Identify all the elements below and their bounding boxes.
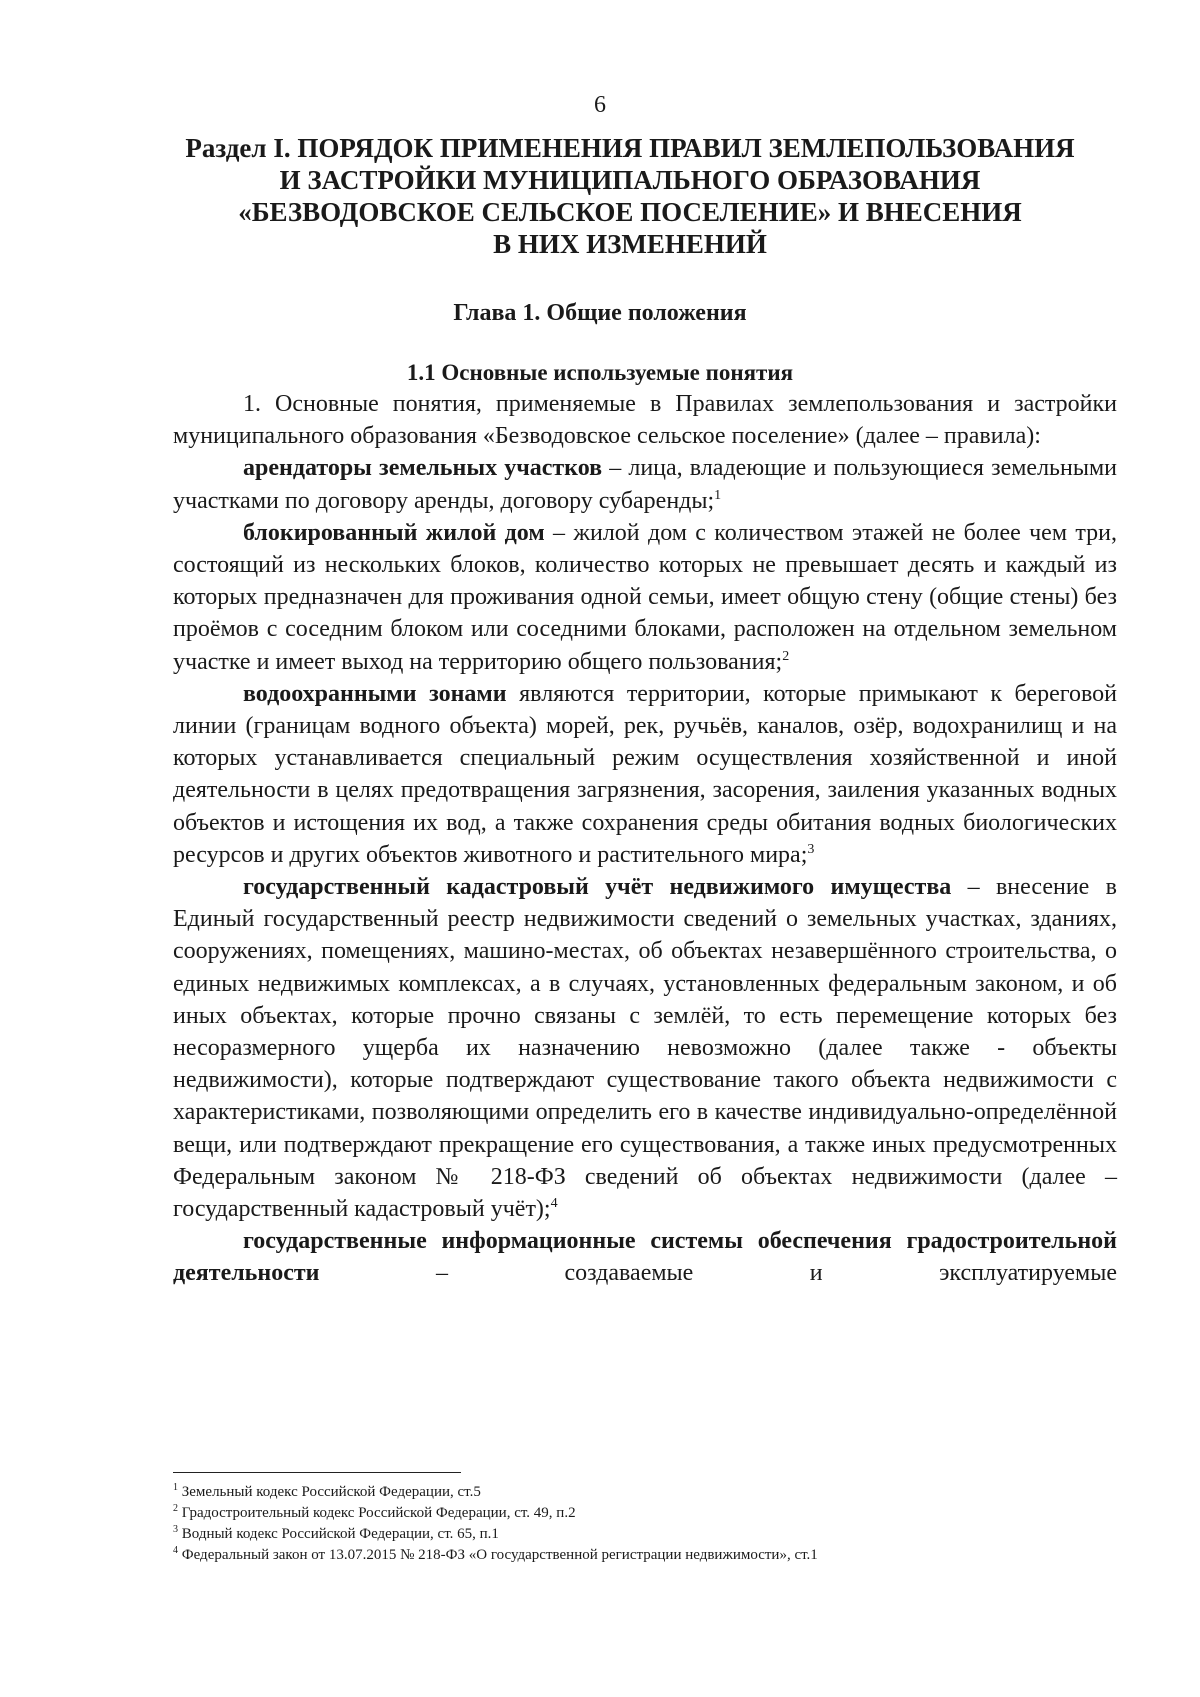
footnote-text: Федеральный закон от 13.07.2015 № 218-ФЗ «О государственной регистрации недвижимости», ст.1 <box>181 1547 818 1563</box>
page-number: 6 <box>594 92 606 118</box>
footnote-text: Градостроительный кодекс Российской Федерации, ст. 49, п.2 <box>181 1505 576 1521</box>
definition-term: водоохранными зонами <box>243 680 507 707</box>
definition-paragraph <box>173 1225 1117 1289</box>
section-title <box>150 132 1110 260</box>
definition-text: – создаваемые и эксплуатируемые <box>319 1260 1117 1287</box>
definition-paragraph <box>173 678 1117 871</box>
footnote <box>173 1503 1117 1524</box>
footnotes <box>173 1482 1117 1566</box>
footnote <box>173 1482 1117 1503</box>
footnote-text: Земельный кодекс Российской Федерации, ст.5 <box>181 1484 481 1500</box>
footnote-ref: 3 <box>807 841 815 857</box>
section-title-line: «БЕЗВОДОВСКОЕ СЕЛЬСКОЕ ПОСЕЛЕНИЕ» И ВНЕСЕНИЯ <box>238 197 1022 227</box>
footnote <box>173 1524 1117 1545</box>
definition-term: государственные информационные системы обеспечения градостроительной деятельности <box>173 1228 1117 1287</box>
intro-paragraph: 1. Основные понятия, применяемые в Правилах землепользования и застройки муниципального образования «Безводовское сельское поселение» (далее – правила): <box>173 391 1117 450</box>
footnote-divider <box>173 1472 461 1473</box>
footnote-text: Водный кодекс Российской Федерации, ст. 65, п.1 <box>181 1526 499 1542</box>
footnote-number: 4 <box>173 1545 178 1556</box>
footnote-number: 1 <box>173 1482 178 1493</box>
section-title-line: И ЗАСТРОЙКИ МУНИЦИПАЛЬНОГО ОБРАЗОВАНИЯ <box>279 165 981 195</box>
footnote-ref: 4 <box>550 1196 558 1212</box>
footnote-number: 2 <box>173 1503 178 1514</box>
definition-term: государственный кадастровый учёт недвижимого имущества <box>243 874 952 901</box>
footnote-ref: 2 <box>782 648 790 664</box>
definition-term: арендаторы земельных участков <box>243 455 603 482</box>
definition-text: – лица, владеющие и пользующиеся земельными участками по договору аренды, договору субаренды; <box>173 455 1117 514</box>
definition-text: – жилой дом с количеством этажей не более чем три, состоящий из нескольких блоков, количество которых не превышает десять и каждый из которых предназначен для проживания одной семьи, имеет общую стену (общие стены) без проёмов с соседним блоком или соседними блоками, расположен на отдельном земельном участке и имеет выход на территорию общего пользования; <box>173 519 1117 675</box>
definition-paragraph <box>173 871 1117 1225</box>
section-title-line: Раздел I. ПОРЯДОК ПРИМЕНЕНИЯ ПРАВИЛ ЗЕМЛЕПОЛЬЗОВАНИЯ <box>185 133 1075 163</box>
definition-term: блокированный жилой дом <box>243 519 545 546</box>
footnote <box>173 1545 1117 1566</box>
body-text <box>173 388 1117 1290</box>
chapter-title: Глава 1. Общие положения <box>453 300 747 326</box>
definition-text: – внесение в Единый государственный реестр недвижимости сведений о земельных участках, зданиях, сооружениях, помещениях, машино-местах, об объектах незавершённого строительства, о единых недвижимых комплексах, а в случаях, установленных федеральным законом, и об иных объектах, которые прочно связаны с землёй, то есть перемещение которых без несоразмерного ущерба их назначению невозможно (далее также - объекты недвижимости), которые подтверждают существование такого объекта недвижимости с характеристиками, позволяющими определить его в качестве индивидуально-определённой вещи, или подтверждают прекращение его существования, а также иных предусмотренных Федеральным законом № 218-ФЗ сведений об объектах недвижимости (далее – государственный кадастровый учёт); <box>173 874 1117 1223</box>
footnote-number: 3 <box>173 1524 178 1535</box>
section-title-line: В НИХ ИЗМЕНЕНИЙ <box>493 229 767 259</box>
subsection-title: 1.1 Основные используемые понятия <box>406 360 794 385</box>
footnote-ref: 1 <box>714 487 722 503</box>
definition-paragraph <box>173 517 1117 678</box>
definition-text: являются территории, которые примыкают к береговой линии (границам водного объекта) морей, рек, ручьёв, каналов, озёр, водохранилищ и на которых устанавливается специальный режим осуществления хозяйственной и иной деятельности в целях предотвращения загрязнения, засорения, заиления указанных водных объектов и истощения их вод, а также сохранения среды обитания водных биологических ресурсов и других объектов животного и растительного мира; <box>173 680 1117 868</box>
definition-paragraph <box>173 452 1117 516</box>
